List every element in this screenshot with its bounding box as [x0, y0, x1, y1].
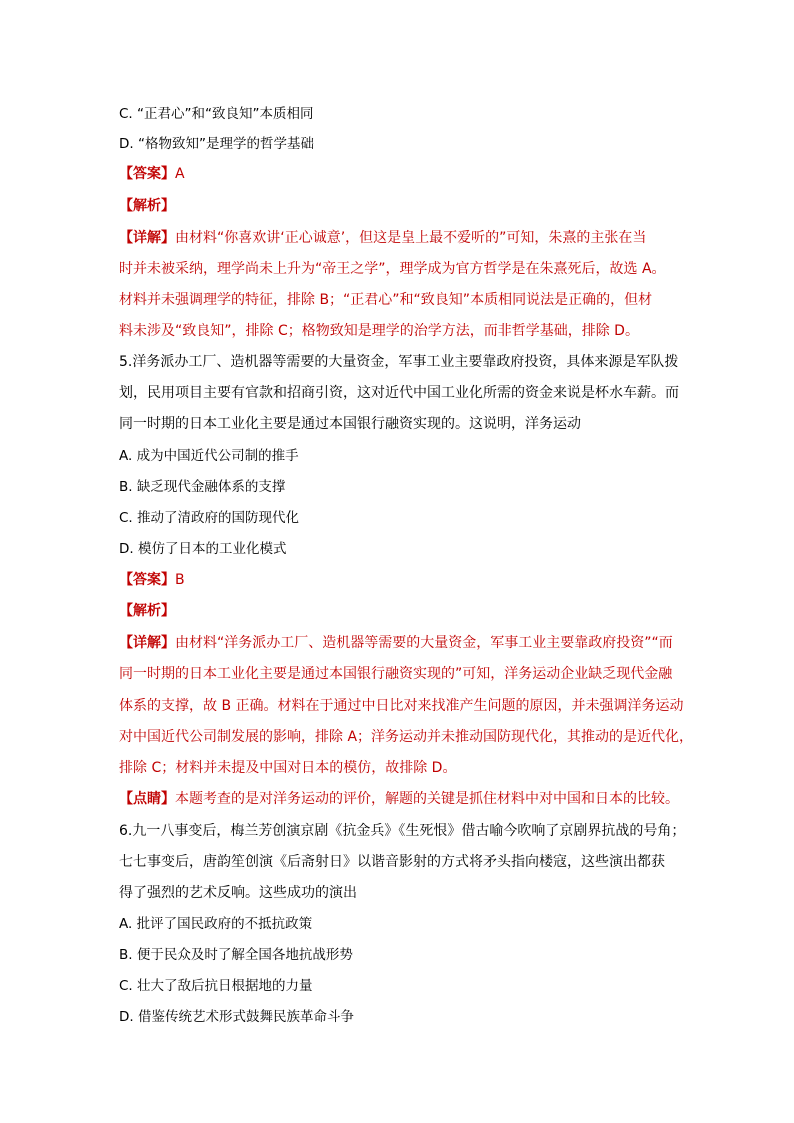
q5-option-a: A. 成为中国近代公司制的推手 — [119, 448, 299, 464]
q6-stem-line-3: 得了强烈的艺术反响。这些成功的演出 — [119, 885, 357, 901]
q4-analysis-label: 【解析】 — [119, 198, 175, 214]
detail-label: 【详解】 — [119, 230, 175, 246]
q6-option-c: C. 壮大了敌后抗日根据地的力量 — [119, 978, 313, 994]
q4-detail-line-4: 料未涉及“致良知”，排除 C；格物致知是理学的治学方法，而非哲学基础，排除 D。 — [119, 323, 639, 339]
answer-label: 【答案】 — [119, 572, 175, 588]
q6-option-d: D. 借鉴传统艺术形式鼓舞民族革命斗争 — [119, 1009, 354, 1025]
q6-stem-line-1: 6.九一八事变后，梅兰芳创演京剧《抗金兵》《生死恨》借古喻今吹响了京剧界抗战的号角； — [119, 823, 686, 839]
comment-label: 【点睛】 — [119, 791, 175, 807]
q5-detail-line-5: 排除 C；材料并未提及中国对日本的模仿，故排除 D。 — [119, 760, 457, 776]
detail-text: 由材料“你喜欢讲‘正心诚意’，但这是皇上最不爱听的”可知，朱熹的主张在当 — [175, 230, 647, 246]
q5-detail-line-3: 体系的支撑，故 B 正确。材料在于通过中日比对来找准产生问题的原因，并未强调洋务运动 — [119, 698, 684, 714]
q4-detail-line-2: 时并未被采纳，理学尚未上升为“帝王之学”，理学成为官方哲学是在朱熹死后，故选 A。 — [119, 261, 666, 277]
q4-detail-line-3: 材料并未强调理学的特征，排除 B；“正君心”和“致良知”本质相同说法是正确的，但材 — [119, 292, 653, 308]
q5-option-b: B. 缺乏现代金融体系的支撑 — [119, 479, 286, 495]
comment-text: 本题考查的是对洋务运动的评价，解题的关键是抓住材料中对中国和日本的比较。 — [175, 791, 679, 807]
detail-text: 由材料“洋务派办工厂、造机器等需要的大量资金，军事工业主要靠政府投资”“而 — [175, 635, 673, 651]
q4-option-c: C. “正君心”和“致良知”本质相同 — [119, 106, 314, 122]
q4-detail-line-1 — [119, 228, 646, 248]
q5-option-c: C. 推动了清政府的国防现代化 — [119, 510, 300, 526]
q5-option-d: D. 模仿了日本的工业化模式 — [119, 541, 287, 557]
detail-label: 【详解】 — [119, 635, 175, 651]
q5-stem-line-1: 5.洋务派办工厂、造机器等需要的大量资金，军事工业主要靠政府投资，具体来源是军队拨 — [119, 354, 679, 370]
q5-detail-line-1 — [119, 633, 673, 653]
answer-label: 【答案】 — [119, 166, 175, 182]
q6-stem-line-2: 七七事变后，唐韵笙创演《后斋射日》以谐音影射的方式将矛头指向楼寇，这些演出都获 — [119, 854, 665, 870]
q6-option-b: B. 便于民众及时了解全国各地抗战形势 — [119, 947, 353, 963]
q5-detail-line-2: 同一时期的日本工业化主要是通过本国银行融资实现的”可知，洋务运动企业缺乏现代金融 — [119, 666, 673, 682]
q4-option-d: D. “格物致知”是理学的哲学基础 — [119, 136, 314, 152]
q5-detail-line-4: 对中国近代公司制发展的影响，排除 A；洋务运动并未推动国防现代化，其推动的是近代化， — [119, 729, 694, 745]
q5-analysis-label: 【解析】 — [119, 603, 175, 619]
answer-value: B — [175, 572, 185, 588]
q4-answer — [119, 164, 185, 184]
q5-stem-line-3: 同一时期的日本工业化主要是通过本国银行融资实现的。这说明，洋务运动 — [119, 416, 581, 432]
q5-answer — [119, 570, 185, 590]
q6-option-a: A. 批评了国民政府的不抵抗政策 — [119, 916, 313, 932]
q5-stem-line-2: 划，民用项目主要有官款和招商引资，这对近代中国工业化所需的资金来说是杯水车薪。而 — [119, 385, 679, 401]
q5-comment — [119, 789, 679, 809]
answer-value: A — [175, 166, 185, 182]
